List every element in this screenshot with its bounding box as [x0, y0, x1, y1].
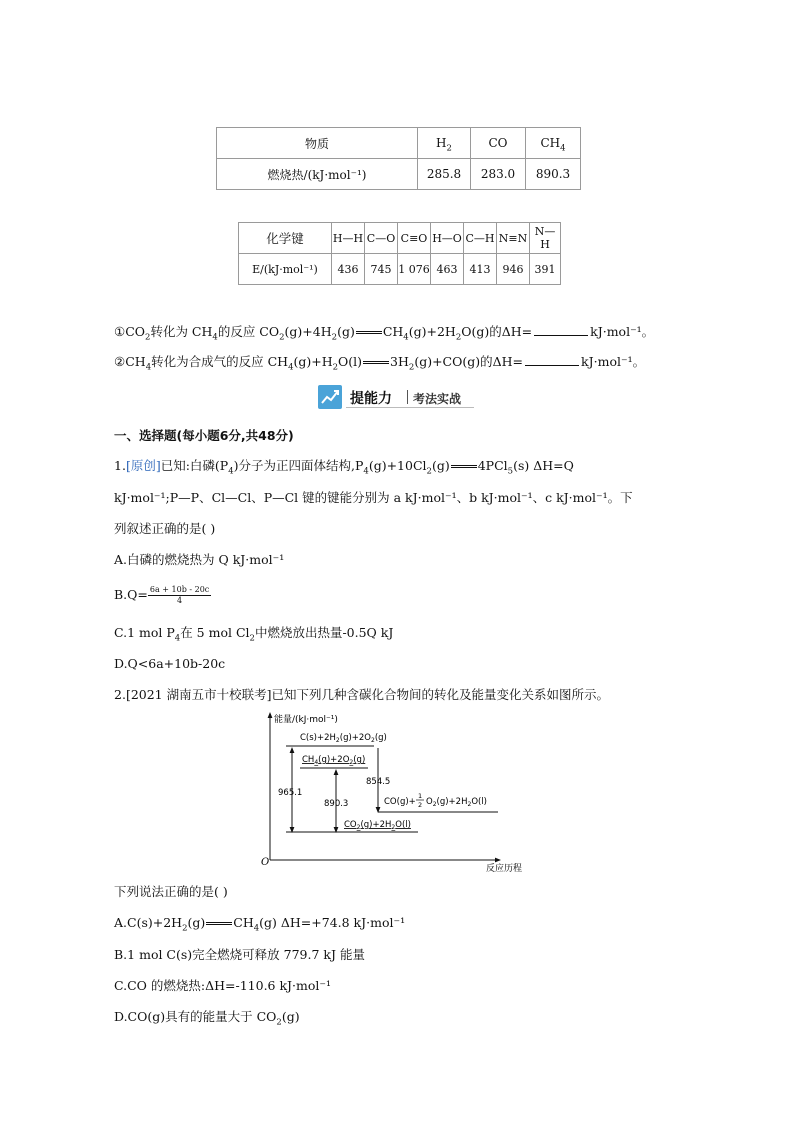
table-cell: 285.8 [418, 159, 471, 190]
table-header-ch4: $CH_4$ [526, 128, 581, 159]
banner-underline [346, 407, 474, 408]
table-cell: C—H [464, 223, 497, 254]
q1-stem-line2: kJ·mol⁻¹;P—P、Cl—Cl、P—Cl 键的键能分别为 a kJ·mol⁻¹、b kJ·mol⁻¹、c kJ·mol⁻¹。下 [114, 490, 633, 505]
table-cell: 745 [365, 254, 398, 285]
origin-label: O [261, 857, 270, 868]
section-title: 一、选择题(每小题6分,共48分) [114, 428, 294, 443]
table-header-h2: $H_2$ [418, 128, 471, 159]
question-part-1: $①CO_2$转化为 $CH_4$的反应 $CO_2(g)+4H_2(g)$ $CH_4(g)+2H_2O(g)$的ΔH= kJ·mol⁻¹。 [114, 324, 655, 343]
table-row [239, 223, 561, 254]
q1-option-d[interactable]: D.Q<6a+10b-20c [114, 656, 226, 671]
q1-option-a[interactable]: A.白磷的燃烧热为 Q kJ·mol⁻¹ [114, 552, 285, 567]
table-cell: 463 [431, 254, 464, 285]
table-row [217, 128, 581, 159]
table-row-label: E/(kJ·mol⁻¹) [239, 254, 332, 285]
q1-option-c[interactable]: C.1 mol $P_4$在 5 mol $Cl_2$中燃烧放出热量-0.5Q kJ [114, 625, 394, 644]
level-ch4-o2-label: $CH_4(g)+2O_2(g)$ [302, 755, 366, 766]
equal-arrow-icon [451, 465, 477, 468]
table-cell: 436 [332, 254, 365, 285]
half-denominator: 2 [418, 801, 423, 809]
table-cell: 413 [464, 254, 497, 285]
banner-title: 提能力 [350, 391, 392, 407]
half-numerator: 1 [418, 792, 423, 800]
x-axis-label: 反应历程 [486, 864, 523, 874]
table-cell: 946 [497, 254, 530, 285]
fraction: $\frac{6a + 10b - 20c}{4}$ [149, 585, 210, 605]
y-axis-label: 能量/(kJ·mol⁻¹) [274, 715, 338, 725]
table-cell: N—H [530, 223, 561, 254]
equal-arrow-icon [363, 361, 389, 364]
table-cell: N≡N [497, 223, 530, 254]
q2-option-b[interactable]: B.1 mol C(s)完全燃烧可释放 779.7 kJ 能量 [114, 947, 365, 962]
table-cell: H—H [332, 223, 365, 254]
table-header-substance: 物质 [217, 128, 418, 159]
table-header-co: CO [471, 128, 526, 159]
question-part-2: $②CH_4$转化为合成气的反应 $CH_4(g)+H_2O(l)$ $3H_2(g)+CO(g)$的ΔH= kJ·mol⁻¹。 [114, 354, 646, 373]
chart-trend-icon [318, 385, 342, 409]
table-row [239, 254, 561, 285]
q1-stem-line3: 列叙述正确的是( ) [114, 521, 216, 536]
table-row-label: 燃烧热/(kJ·mol⁻¹) [217, 159, 418, 190]
q2-option-a[interactable]: $A.C(s)+2H_2(g)$ $CH_4(g)$ ΔH=+74.8 kJ·mol⁻¹ [114, 915, 406, 934]
bond-energy-table [238, 222, 561, 285]
table-cell: 890.3 [526, 159, 581, 190]
energy-diagram [258, 710, 538, 875]
answer-blank[interactable] [534, 334, 588, 336]
q1-stem-line1: 1.[原创]已知:白磷$(P_4)$分子为正四面体结构$,P_4(g)+10Cl_2(g)$ 4PCl$_5$(s) ΔH=Q [114, 458, 574, 477]
value-890: 890.3 [324, 799, 349, 809]
level-co-o2-h2o-label: CO(g)+ [384, 797, 416, 807]
q2-option-c[interactable]: C.CO 的燃烧热:ΔH=-110.6 kJ·mol⁻¹ [114, 978, 332, 993]
table-header-bond: 化学键 [239, 223, 332, 254]
banner-divider [407, 390, 408, 404]
answer-blank[interactable] [525, 364, 579, 366]
table-cell: 1 076 [398, 254, 431, 285]
q1-option-b[interactable]: B.Q= $\frac{6a + 10b - 20c}{4}$ [114, 585, 210, 605]
value-965: 965.1 [278, 788, 303, 798]
combustion-heat-table [216, 127, 581, 190]
table-cell: C≡O [398, 223, 431, 254]
section-banner [318, 385, 474, 409]
svg-text:O2(g)+2H2O(l): $O_2(g)+2H_2O(l)$ [426, 797, 487, 808]
q2-option-d[interactable]: D.CO(g)具有的能量大于 $CO_2(g)$ [114, 1009, 300, 1028]
equal-arrow-icon [206, 922, 232, 925]
table-cell: 283.0 [471, 159, 526, 190]
table-cell: C—O [365, 223, 398, 254]
table-cell: H—O [431, 223, 464, 254]
value-854: 854.5 [366, 777, 391, 787]
equal-arrow-icon [356, 331, 382, 334]
q2-question: 下列说法正确的是( ) [114, 884, 228, 899]
banner-subtitle: 考法实战 [413, 392, 462, 406]
q2-stem: 2.[2021 湖南五市十校联考]已知下列几种含碳化合物间的转化及能量变化关系如图所示。 [114, 687, 609, 702]
table-row [217, 159, 581, 190]
level-co2-h2o-label: $CO_2(g)+2H_2O(l)$ [344, 820, 411, 831]
table-cell: 391 [530, 254, 561, 285]
level-c-h2-o2-label: $C(s)+2H_2(g)+2O_2(g)$ [300, 733, 387, 744]
